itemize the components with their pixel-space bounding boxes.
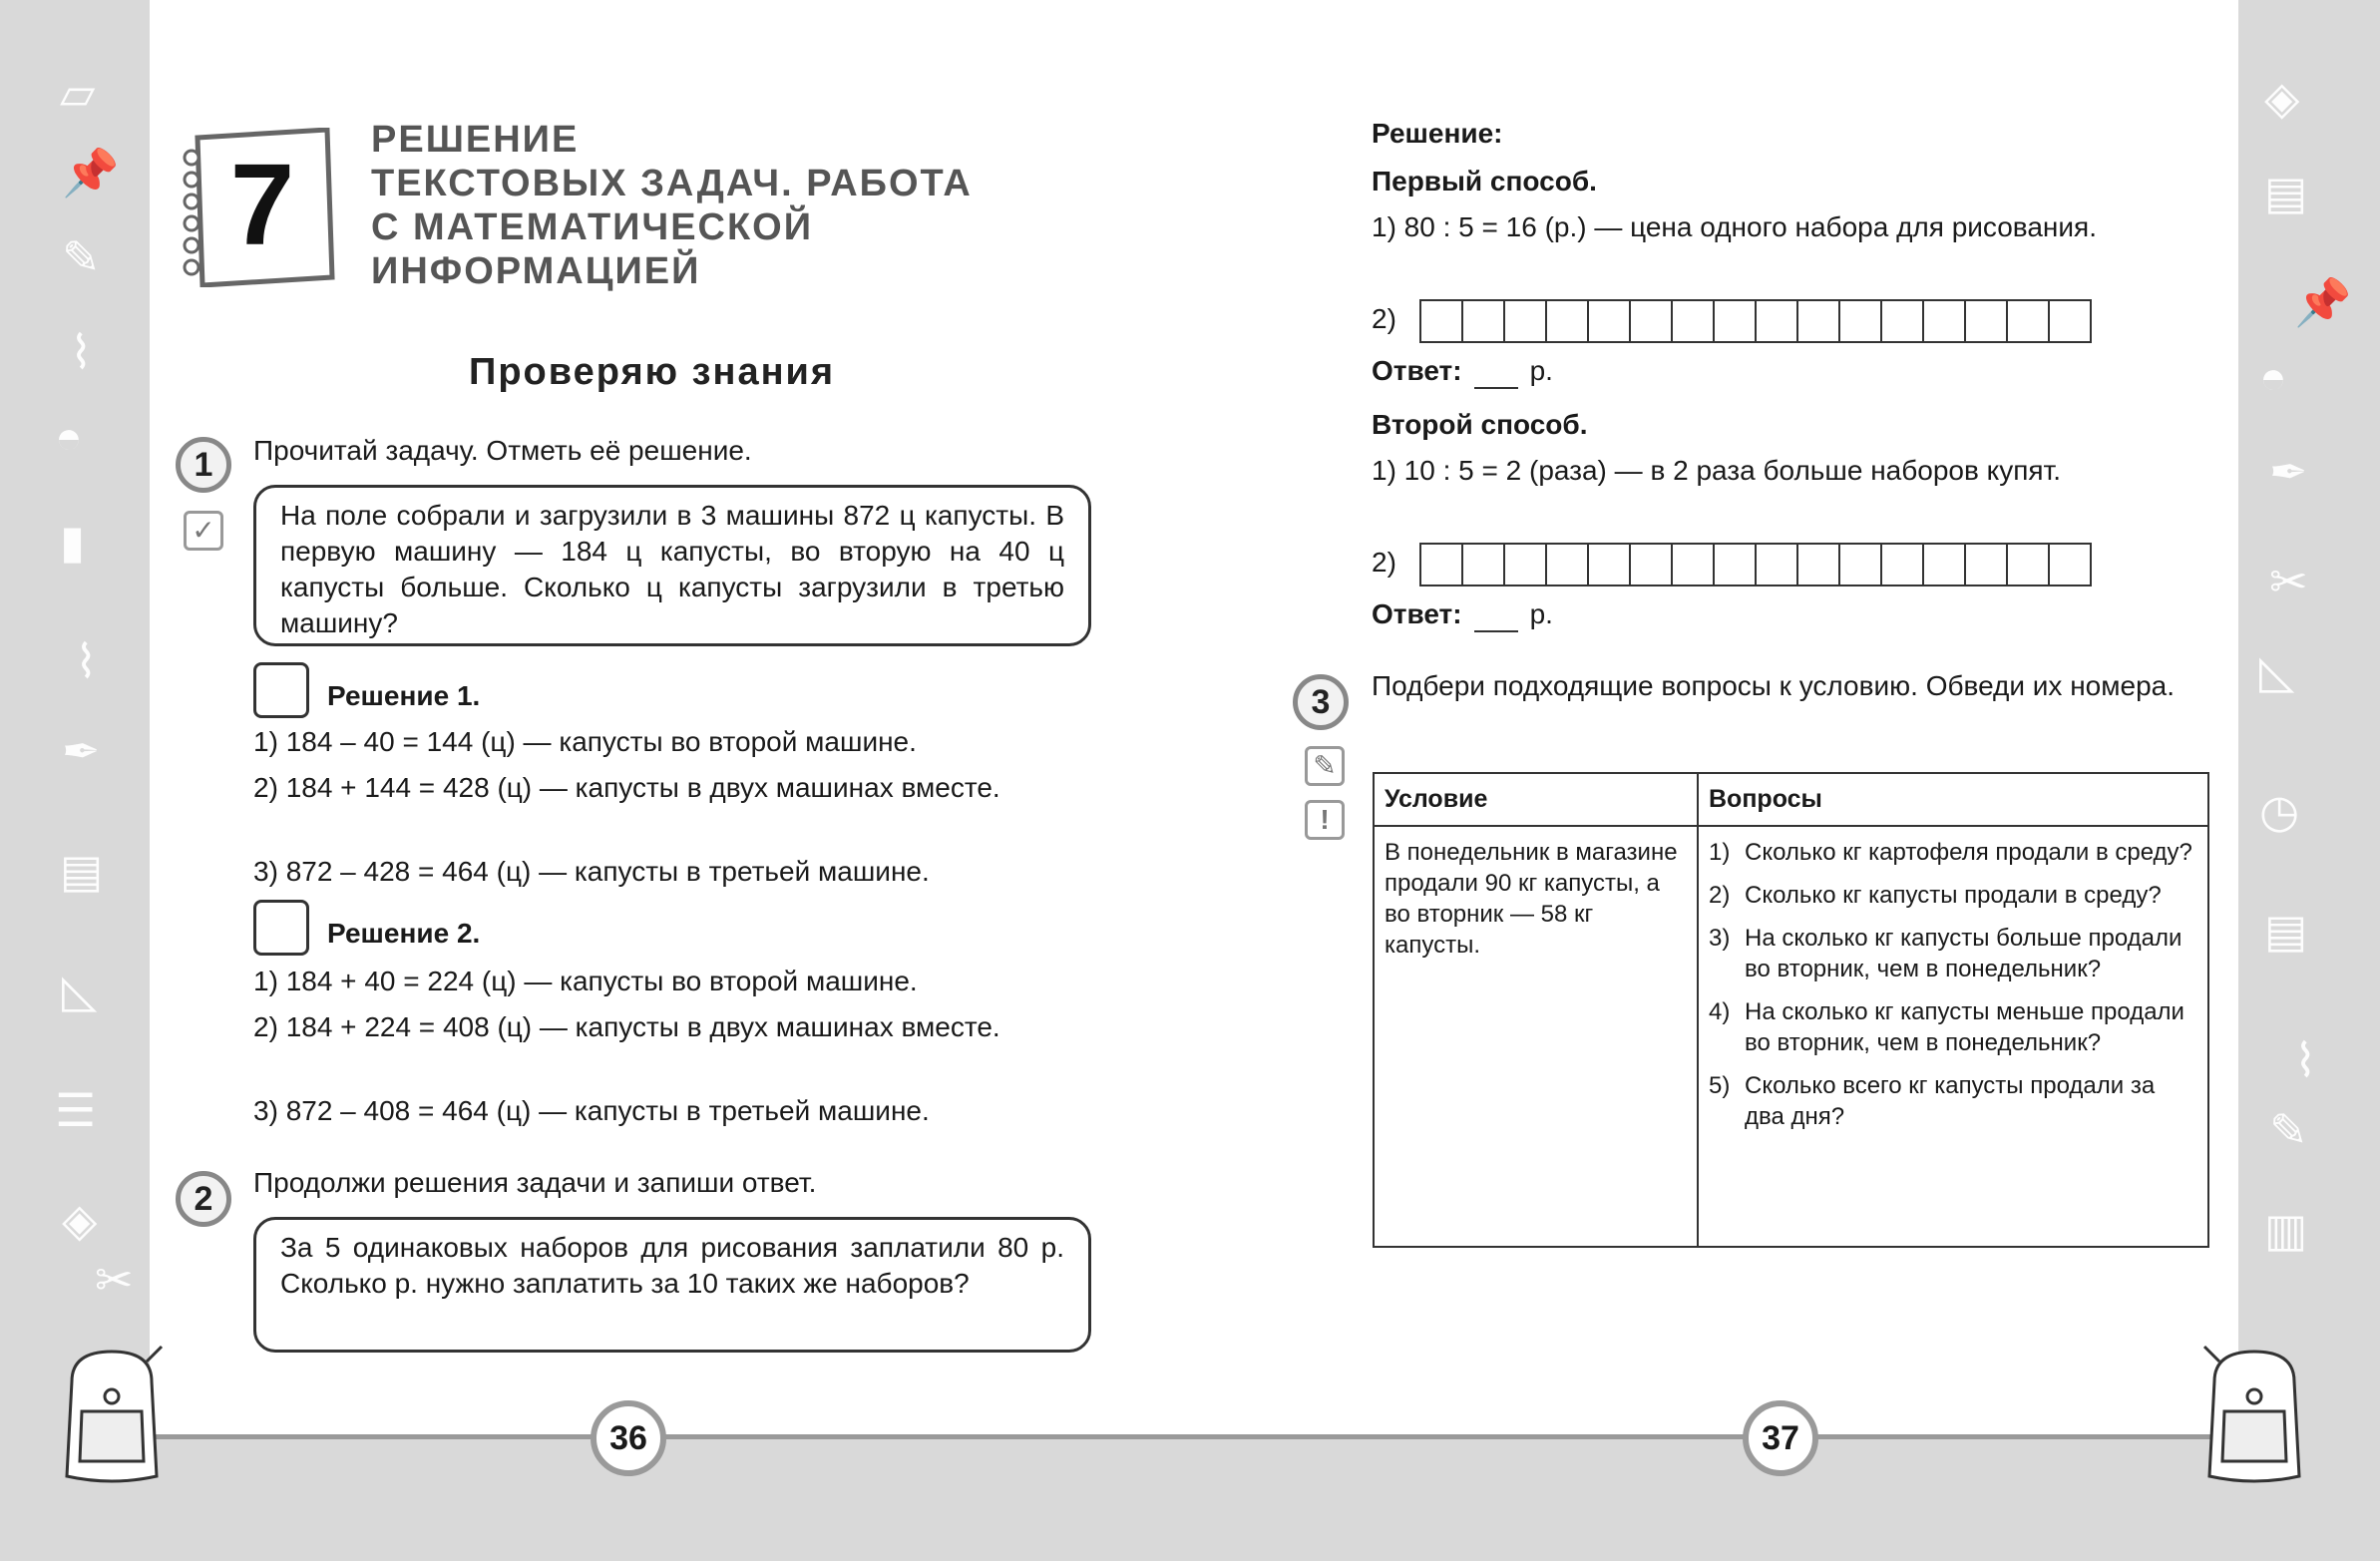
task-number-1: 1: [176, 437, 231, 493]
condition-cell: В понедельник в магазине продали 90 кг капусты, а во вторник — 58 кг капусты.: [1374, 826, 1698, 1247]
method1-step1: 1) 80 : 5 = 16 (р.) — цена одного набора для рисования.: [1372, 211, 2097, 242]
pencil-icon: ✎: [1305, 746, 1345, 786]
protractor-icon: ◓: [55, 411, 83, 463]
method1-title: Первый способ.: [1372, 166, 1597, 196]
binder-clip-icon: ✂: [2269, 556, 2308, 607]
task-number-3: 3: [1293, 674, 1349, 730]
table-row: [1374, 826, 2208, 1247]
pushpin-icon: 📌: [62, 147, 120, 198]
solution1-step: 1) 184 – 40 = 144 (ц) — капусты во второй машине.: [253, 726, 917, 757]
backpack-right-icon: [2194, 1342, 2314, 1491]
paperclip-icon: ⌇: [75, 635, 98, 687]
paperclip-icon: ⌇: [70, 326, 93, 378]
task1-problem-box: На поле собрали и загрузили в 3 машины 872 ц капусты. В первую машину — 184 ц капусты, во вторую на 40 ц капусты больше. Сколько ц капусты загрузили в третью машину?: [253, 485, 1091, 646]
task2-instruction: Продолжи решения задачи и запиши ответ.: [253, 1167, 817, 1198]
solution1-title: Решение 1.: [327, 680, 481, 711]
questions-cell: [1698, 826, 2208, 1247]
book-icon: ▥: [2264, 1204, 2308, 1256]
method2-answer: [1372, 596, 2209, 632]
ruler-icon: ▮: [60, 516, 86, 568]
question-item[interactable]: 2) Сколько кг капусты продали в среду?: [1709, 882, 2162, 909]
chapter-title-line: ИНФОРМАЦИЕЙ: [371, 250, 701, 292]
table-header-row: [1374, 773, 2208, 826]
task2-problem-box: За 5 одинаковых наборов для рисования заплатили 80 р. Сколько р. нужно заплатить за 10 таких же наборов?: [253, 1217, 1091, 1353]
question-item[interactable]: 4) На сколько кг капусты меньше продали во вторник, чем в понедельник?: [1709, 998, 2184, 1056]
solution2-title: Решение 2.: [327, 918, 481, 949]
pencil-icon: ✎: [62, 231, 101, 283]
triangle-ruler-icon: ◺: [62, 965, 98, 1016]
task1-instruction: Прочитай задачу. Отметь её решение.: [253, 435, 752, 466]
binder-clip-icon: ✂: [95, 1254, 134, 1306]
notepad-icon: ▤: [60, 845, 104, 897]
books-icon: ☰: [55, 1084, 97, 1136]
method2-title: Второй способ.: [1372, 409, 1588, 440]
protractor-icon: ◓: [2259, 351, 2287, 403]
answer-unit: р.: [1529, 355, 1553, 386]
exclamation-icon: !: [1305, 800, 1345, 840]
chapter-title: [371, 118, 1009, 293]
solution1-step: 2) 184 + 144 = 428 (ц) — капусты в двух машинах вместе.: [253, 772, 1000, 803]
solution1-checkbox[interactable]: [253, 662, 309, 718]
task3-instruction: Подбери подходящие вопросы к условию. Обведи их номера.: [1372, 670, 2175, 701]
grid-label: 2): [1372, 303, 1396, 334]
question-item[interactable]: 5) Сколько всего кг капусты продали за два дня?: [1709, 1072, 2156, 1130]
pen-icon: ✒: [2269, 446, 2308, 498]
solution2-step: 1) 184 + 40 = 224 (ц) — капусты во второй машине.: [253, 966, 918, 996]
chapter-title-line: С МАТЕМАТИЧЕСКОЙ: [371, 206, 814, 248]
answer-label: Ответ:: [1372, 598, 1462, 629]
task3-table: [1373, 772, 2209, 1248]
method2-step1: 1) 10 : 5 = 2 (раза) — в 2 раза больше наборов купят.: [1372, 455, 2062, 486]
backpack-left-icon: [52, 1342, 172, 1491]
grid-label: 2): [1372, 547, 1396, 578]
page-number-right: 37: [1743, 1400, 1818, 1476]
answer-unit: р.: [1529, 598, 1553, 629]
pen-icon: ✒: [62, 725, 101, 777]
answer-blank[interactable]: [1474, 363, 1518, 389]
question-item[interactable]: 1) Сколько кг картофеля продали в среду?: [1709, 839, 2192, 866]
task-number-2: 2: [176, 1171, 231, 1227]
bottom-rule: [150, 1434, 2238, 1439]
solution1-step: 3) 872 – 428 = 464 (ц) — капусты в третьей машине.: [253, 856, 930, 887]
question-item[interactable]: 3) На сколько кг капусты больше продали во вторник, чем в понедельник?: [1709, 925, 2182, 982]
answer-cells[interactable]: [1419, 543, 2092, 586]
paperclip-icon: ⌇: [2294, 1034, 2317, 1086]
eraser-icon: ▱: [60, 67, 96, 119]
header-condition: Условие: [1374, 773, 1698, 826]
alarm-clock-icon: ◷: [2259, 785, 2300, 837]
answer-blank[interactable]: [1474, 606, 1518, 632]
solution-label: Решение:: [1372, 118, 1503, 149]
pencil-icon: ✎: [2269, 1104, 2308, 1156]
sharpener-icon: ◈: [2264, 72, 2300, 124]
notebook-icon: ▤: [2264, 905, 2308, 957]
solution2-checkbox[interactable]: [253, 900, 309, 956]
solution2-step: 2) 184 + 224 = 408 (ц) — капусты в двух машинах вместе.: [253, 1011, 1000, 1042]
checkmark-icon: ✓: [184, 511, 223, 551]
answer-label: Ответ:: [1372, 355, 1462, 386]
triangle-ruler-icon: ◺: [2259, 645, 2295, 697]
chapter-number: 7: [229, 140, 295, 269]
method1-answer: [1372, 353, 2209, 389]
sharpener-icon: ◈: [62, 1194, 98, 1246]
chapter-title-line: ТЕКСТОВЫХ ЗАДАЧ. РАБОТА: [371, 163, 973, 204]
bottom-band: [0, 1436, 2380, 1561]
page-number-left: 36: [591, 1400, 666, 1476]
header-questions: Вопросы: [1698, 773, 2208, 826]
pushpin-icon: 📌: [2294, 276, 2352, 328]
chapter-title-line: РЕШЕНИЕ: [371, 119, 580, 161]
solution2-step: 3) 872 – 408 = 464 (ц) — капусты в третьей машине.: [253, 1095, 930, 1126]
section-heading: Проверяю знания: [469, 351, 836, 393]
notepad-icon: ▤: [2264, 167, 2308, 218]
answer-cells[interactable]: [1419, 299, 2092, 343]
